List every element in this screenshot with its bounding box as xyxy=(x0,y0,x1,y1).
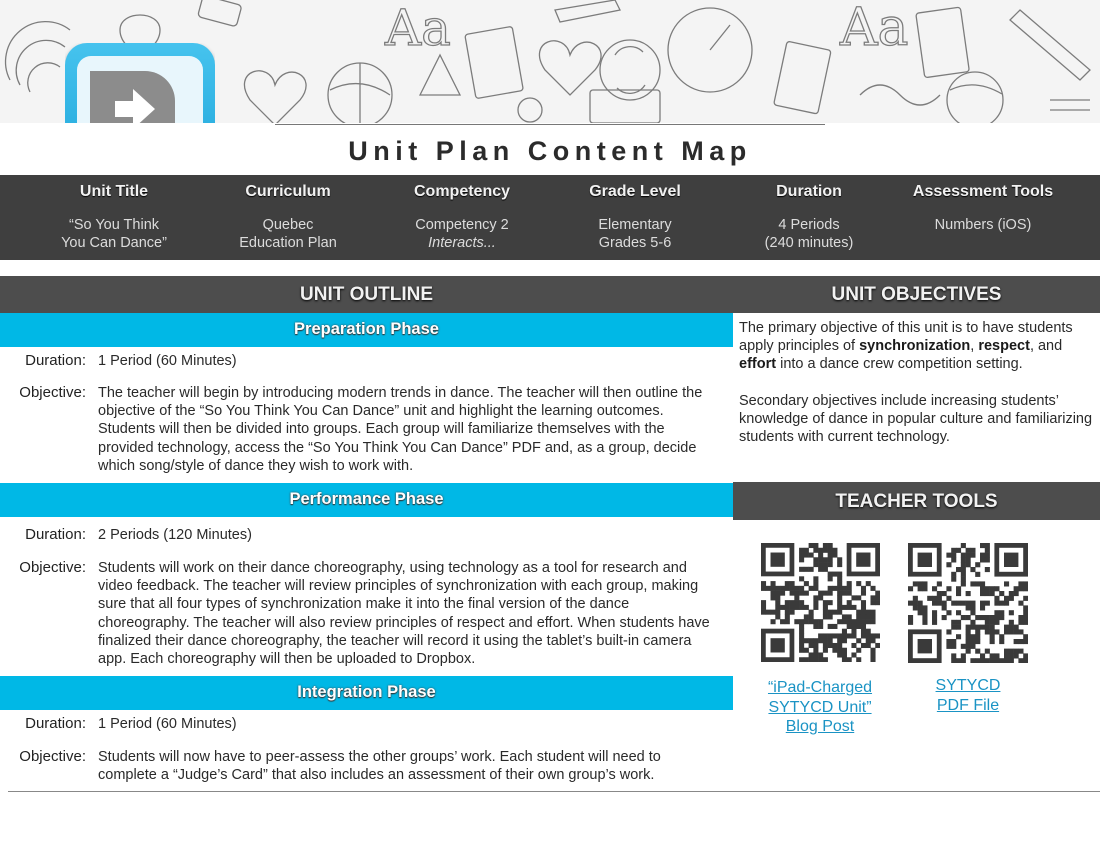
objective-secondary: Secondary objectives include increasing students’ knowledge of dance in popular culture and familiarizing students with current technology. xyxy=(739,392,1093,446)
keyword-respect: respect xyxy=(978,338,1030,355)
objective-label: Objective: xyxy=(19,748,86,765)
svg-text:Aa: Aa xyxy=(385,0,451,57)
summary-value: Numbers (iOS) xyxy=(934,217,1032,233)
summary-bar xyxy=(0,175,1100,260)
summary-value: Interacts... xyxy=(428,235,496,251)
phase-objective: Students will now have to peer-assess the other groups’ work. Each student will need to complete a “Judge’s Card” that also includes an assessment of their own group’s work. xyxy=(98,749,661,784)
summary-value: “So You Think xyxy=(68,217,160,233)
keyword-effort: effort xyxy=(739,356,777,373)
summary-heading: Assessment Tools xyxy=(912,183,1054,200)
unit-objectives-header: UNIT OBJECTIVES xyxy=(733,276,1100,313)
summary-value: Education Plan xyxy=(239,235,337,251)
summary-heading: Curriculum xyxy=(245,183,331,200)
objective-text: The primary objective of this unit is to have students apply principles of xyxy=(739,320,1073,355)
summary-value: (240 minutes) xyxy=(764,235,854,251)
footer-divider xyxy=(8,791,1100,792)
duration-label: Duration: xyxy=(25,352,86,369)
duration-label: Duration: xyxy=(25,715,86,732)
objective-primary xyxy=(739,319,1095,374)
objective-text: , xyxy=(970,338,979,355)
objective-text: , and xyxy=(1029,338,1063,355)
summary-heading: Competency xyxy=(413,183,511,200)
link-text[interactable]: PDF File xyxy=(936,696,1000,714)
page-title: Unit Plan Content Map xyxy=(348,136,752,166)
summary-value: 4 Periods xyxy=(778,217,840,233)
doodle-banner xyxy=(0,0,1100,123)
phase-header-performance: Performance Phase xyxy=(0,483,733,517)
summary-heading: Unit Title xyxy=(79,183,149,200)
summary-value: You Can Dance” xyxy=(61,235,167,251)
phase-duration: 1 Period (60 Minutes) xyxy=(98,716,237,732)
link-text[interactable]: “iPad-Charged xyxy=(767,679,873,696)
link-text[interactable]: Blog Post xyxy=(785,718,855,735)
phase-objective: The teacher will begin by introducing modern trends in dance. The teacher will then outline the objective of the “So You Think You Can Dance” unit and highlight the learning outcomes. Students will then be divided into groups. Each group will familiarize themselves with the provided technology, access the “So You Think You Can Dance” PDF and, as a group, decide which song/style of dance they wish to work with. xyxy=(98,385,703,474)
logo-arrow-icon xyxy=(65,43,215,123)
summary-value: Competency 2 xyxy=(415,217,509,233)
blog-post-link[interactable] xyxy=(745,678,895,737)
summary-value: Grades 5-6 xyxy=(598,235,672,251)
objective-label: Objective: xyxy=(19,559,86,576)
svg-text:Aa: Aa xyxy=(840,0,909,58)
objective-label: Objective: xyxy=(19,384,86,401)
pdf-file-link[interactable] xyxy=(893,676,1043,715)
keyword-synchronization: synchronization xyxy=(859,338,971,355)
objective-text: into a dance crew competition setting. xyxy=(776,356,1023,373)
phase-objective: Students will work on their dance choreography, using technology as a tool for research and video feedback. The teacher will review principles of synchronization with each group, making sure that all four types of synchronization make it into the final version of the dance choreography. The teacher will also review principles of respect and effort. When students have finalized their dance choreography, the teacher will record it using the tablet’s built-in camera app. Each choreography will then be uploaded to Dropbox. xyxy=(98,560,710,668)
logo xyxy=(65,43,215,123)
summary-value: Elementary xyxy=(598,217,672,233)
unit-outline-header: UNIT OUTLINE xyxy=(0,276,733,313)
divider xyxy=(275,124,825,125)
teacher-tools-header: TEACHER TOOLS xyxy=(733,482,1100,520)
summary-heading: Duration xyxy=(776,183,842,200)
phase-duration: 2 Periods (120 Minutes) xyxy=(98,527,252,543)
summary-heading: Grade Level xyxy=(589,183,681,200)
link-text[interactable]: SYTYCD Unit” xyxy=(768,698,872,716)
duration-label: Duration: xyxy=(25,526,86,543)
qr-code-icon[interactable] xyxy=(761,543,880,662)
summary-value: Quebec xyxy=(262,217,314,233)
phase-header-preparation: Preparation Phase xyxy=(0,313,733,347)
phase-duration: 1 Period (60 Minutes) xyxy=(98,353,237,369)
link-text[interactable]: SYTYCD xyxy=(935,677,1001,694)
unit-objectives-text xyxy=(739,319,1095,464)
phase-header-integration: Integration Phase xyxy=(0,676,733,710)
qr-code-icon[interactable] xyxy=(908,543,1028,663)
